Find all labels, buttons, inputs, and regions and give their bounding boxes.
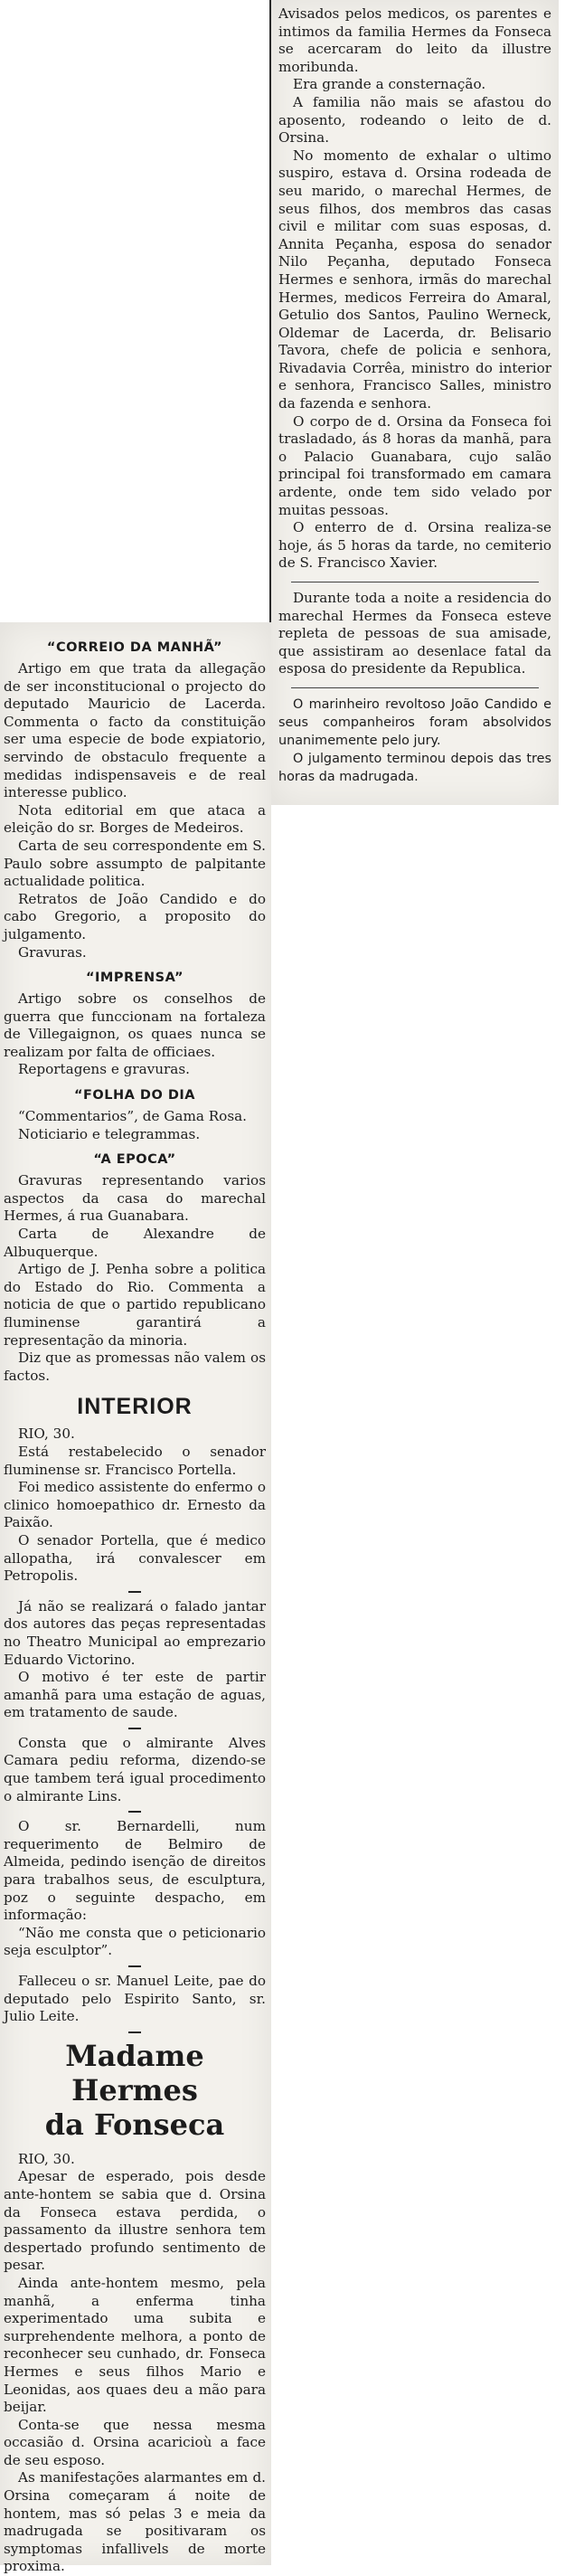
article-paragraph: O marinheiro revoltoso João Candido e seus companheiros foram absolvidos unanimemente pelo jury. [278,696,551,748]
section-rule [291,687,539,688]
article-paragraph: Gravuras. [18,943,87,961]
article-paragraph: Diz que as promessas não valem os factos. [4,1350,266,1384]
article-paragraph: Noticiario e telegrammas. [18,1125,201,1142]
article-paragraph: Está restabelecido o senador fluminense sr. Francisco Portella. [4,1443,266,1478]
article-paragraph: O senador Portella, que é medico allopatha, irá convalescer em Petropolis. [4,1531,266,1585]
article-paragraph: Apesar de esperado, pois desde ante-hontem se sabia que d. Orsina da Fonseca estava perdida, o passamento da illustre senhora tem despertado profundo sentimento de pesar. [4,2168,266,2274]
left-column [0,622,271,2575]
article-paragraph: Artigo em que trata da allegação de ser inconstitucional o projecto do deputado Mauricio de Lacerda. Commenta o facto da constituição ser uma especie de bode expiatorio, servindo de obstaculo frequente a medidas indispensaveis e de real interesse publico. [4,660,266,801]
article-paragraph: Ainda ante-hontem mesmo, pela manhã, a enferma tinha experimentado uma subita e surprehendente melhora, a ponto de reconhecer seu cunhado, dr. Fonseca Hermes e seus filhos Mario e Leonidas, aos quaes deu a mão para beijar. [4,2274,266,2416]
dateline: RIO, 30. [18,2150,75,2167]
article-paragraph: Reportagens e gravuras. [18,1061,190,1078]
section-heading-interior: INTERIOR [77,1394,193,1420]
headline-line: da Fonseca [44,2107,225,2142]
article-paragraph: O enterro de d. Orsina realiza-se hoje, ás 5 horas da tarde, no cemiterio de S. Francisco Xavier. [278,519,551,572]
article-paragraph: Conta-se que nessa mesma occasião d. Orsina acaricioù a face de seu esposo. [4,2416,266,2468]
article-paragraph: No momento de exhalar o ultimo suspiro, estava d. Orsina rodeada de seu marido, o marechal Hermes, de seus filhos, dos membros das casas civil e militar com suas esposas, d. Annita Peçanha, esposa do senador Nilo Peçanha, deputado Fonseca Hermes e senhora, irmãs do marechal Hermes, medicos Ferreira do Amaral, Getulio dos Santos, Paulino Werneck, Oldemar de Lacerda, dr. Belisario Tavora, chefe de policia e senhora, Rivadavia Corrêa, ministro do interior e senhora, Francisco Salles, ministro da fazenda e senhora. [278,147,551,412]
article-paragraph: O motivo é ter este de partir amanhã para uma estação de aguas, em tratamento de saude. [4,1669,266,1721]
article-paragraph: “Não me consta que o peticionario seja esculptor”. [4,1924,266,1959]
article-paragraph: Carta de seu correspondente em S. Paulo sobre assumpto de palpitante actualidade politica. [4,837,266,890]
article-paragraph: Retratos de João Candido e do cabo Gregorio, a proposito do julgamento. [4,890,266,942]
article-paragraph: Artigo de J. Penha sobre a politica do Estado do Rio. Commenta a noticia de que o partido republicano fluminense garantirá a representação da minoria. [4,1261,266,1349]
article-paragraph: Gravuras representando varios aspectos da casa do marechal Hermes, á rua Guanabara. [4,1172,266,1225]
article-paragraph: Avisados pelos medicos, os parentes e intimos da familia Hermes da Fonseca se acercaram do leito da illustre moribunda. [278,5,551,75]
article-paragraph: Artigo sobre os conselhos de guerra que funccionam na fortaleza de Villegaignon, os quaes nunca se realizam por falta de officiaes. [4,990,266,1060]
section-heading-correio: “CORREIO DA MANHÃ” [46,640,223,655]
separator-dash [128,1811,141,1813]
headline-line: Madame Hermes [65,2038,204,2107]
article-paragraph: A familia não mais se afastou do aposento, rodeando o leito de d. Orsina. [278,93,551,147]
article-paragraph: Foi medico assistente do enfermo o clinico homoepathico dr. Ernesto da Paixão. [4,1479,266,1531]
article-paragraph: Nota editorial em que ataca a eleição do sr. Borges de Medeiros. [4,801,266,837]
article-paragraph: O julgamento terminou depois das tres horas da madrugada. [278,751,551,784]
article-paragraph: Carta de Alexandre de Albuquerque. [4,1226,266,1260]
article-paragraph: Falleceu o sr. Manuel Leite, pae do deputado pelo Espirito Santo, sr. Julio Leite. [4,1973,266,2025]
separator-dash [128,2031,141,2033]
article-paragraph: As manifestações alarmantes em d. Orsina começaram á noite de hontem, mas só pelas 3 e meia da madrugada se positivaram os symptomas infallivels de morte proxima. [4,2469,266,2575]
dateline: RIO, 30. [18,1425,75,1443]
separator-dash [128,1728,141,1729]
article-paragraph: O sr. Bernardelli, num requerimento de Belmiro de Almeida, pedindo isenção de direitos para trabalhos seus, de esculptura, poz o seguinte despacho, em informação: [4,1818,266,1924]
right-column [271,0,559,805]
article-paragraph: Já não se realizará o falado jantar dos autores das peças representadas no Theatro Municipal ao emprezario Eduardo Victorino. [4,1597,266,1668]
article-paragraph: Durante toda a noite a residencia do marechal Hermes da Fonseca esteve repleta de pessoas de sua amisade, que assistiram ao desenlace fatal da esposa do presidente da Republica. [278,590,551,677]
section-heading-epoca: “A EPOCA” [93,1152,176,1168]
separator-dash [128,1591,141,1593]
article-paragraph: Era grande a consternação. [293,76,486,93]
separator-dash [128,1965,141,1967]
section-heading-folha: “FOLHA DO DIA [74,1088,195,1103]
section-heading-imprensa: “IMPRENSA” [85,971,184,986]
article-headline [4,2039,266,2142]
article-paragraph: Consta que o almirante Alves Camara pediu reforma, dizendo-se que tambem terá igual procedimento o almirante Lins. [4,1734,266,1804]
article-paragraph: O corpo de d. Orsina da Fonseca foi trasladado, ás 8 horas da manhã, para o Palacio Guanabara, cujo salão principal foi transformado em camara ardente, onde tem sido velado por muitas pessoas. [278,412,551,518]
article-paragraph: “Commentarios”, de Gama Rosa. [18,1108,247,1125]
